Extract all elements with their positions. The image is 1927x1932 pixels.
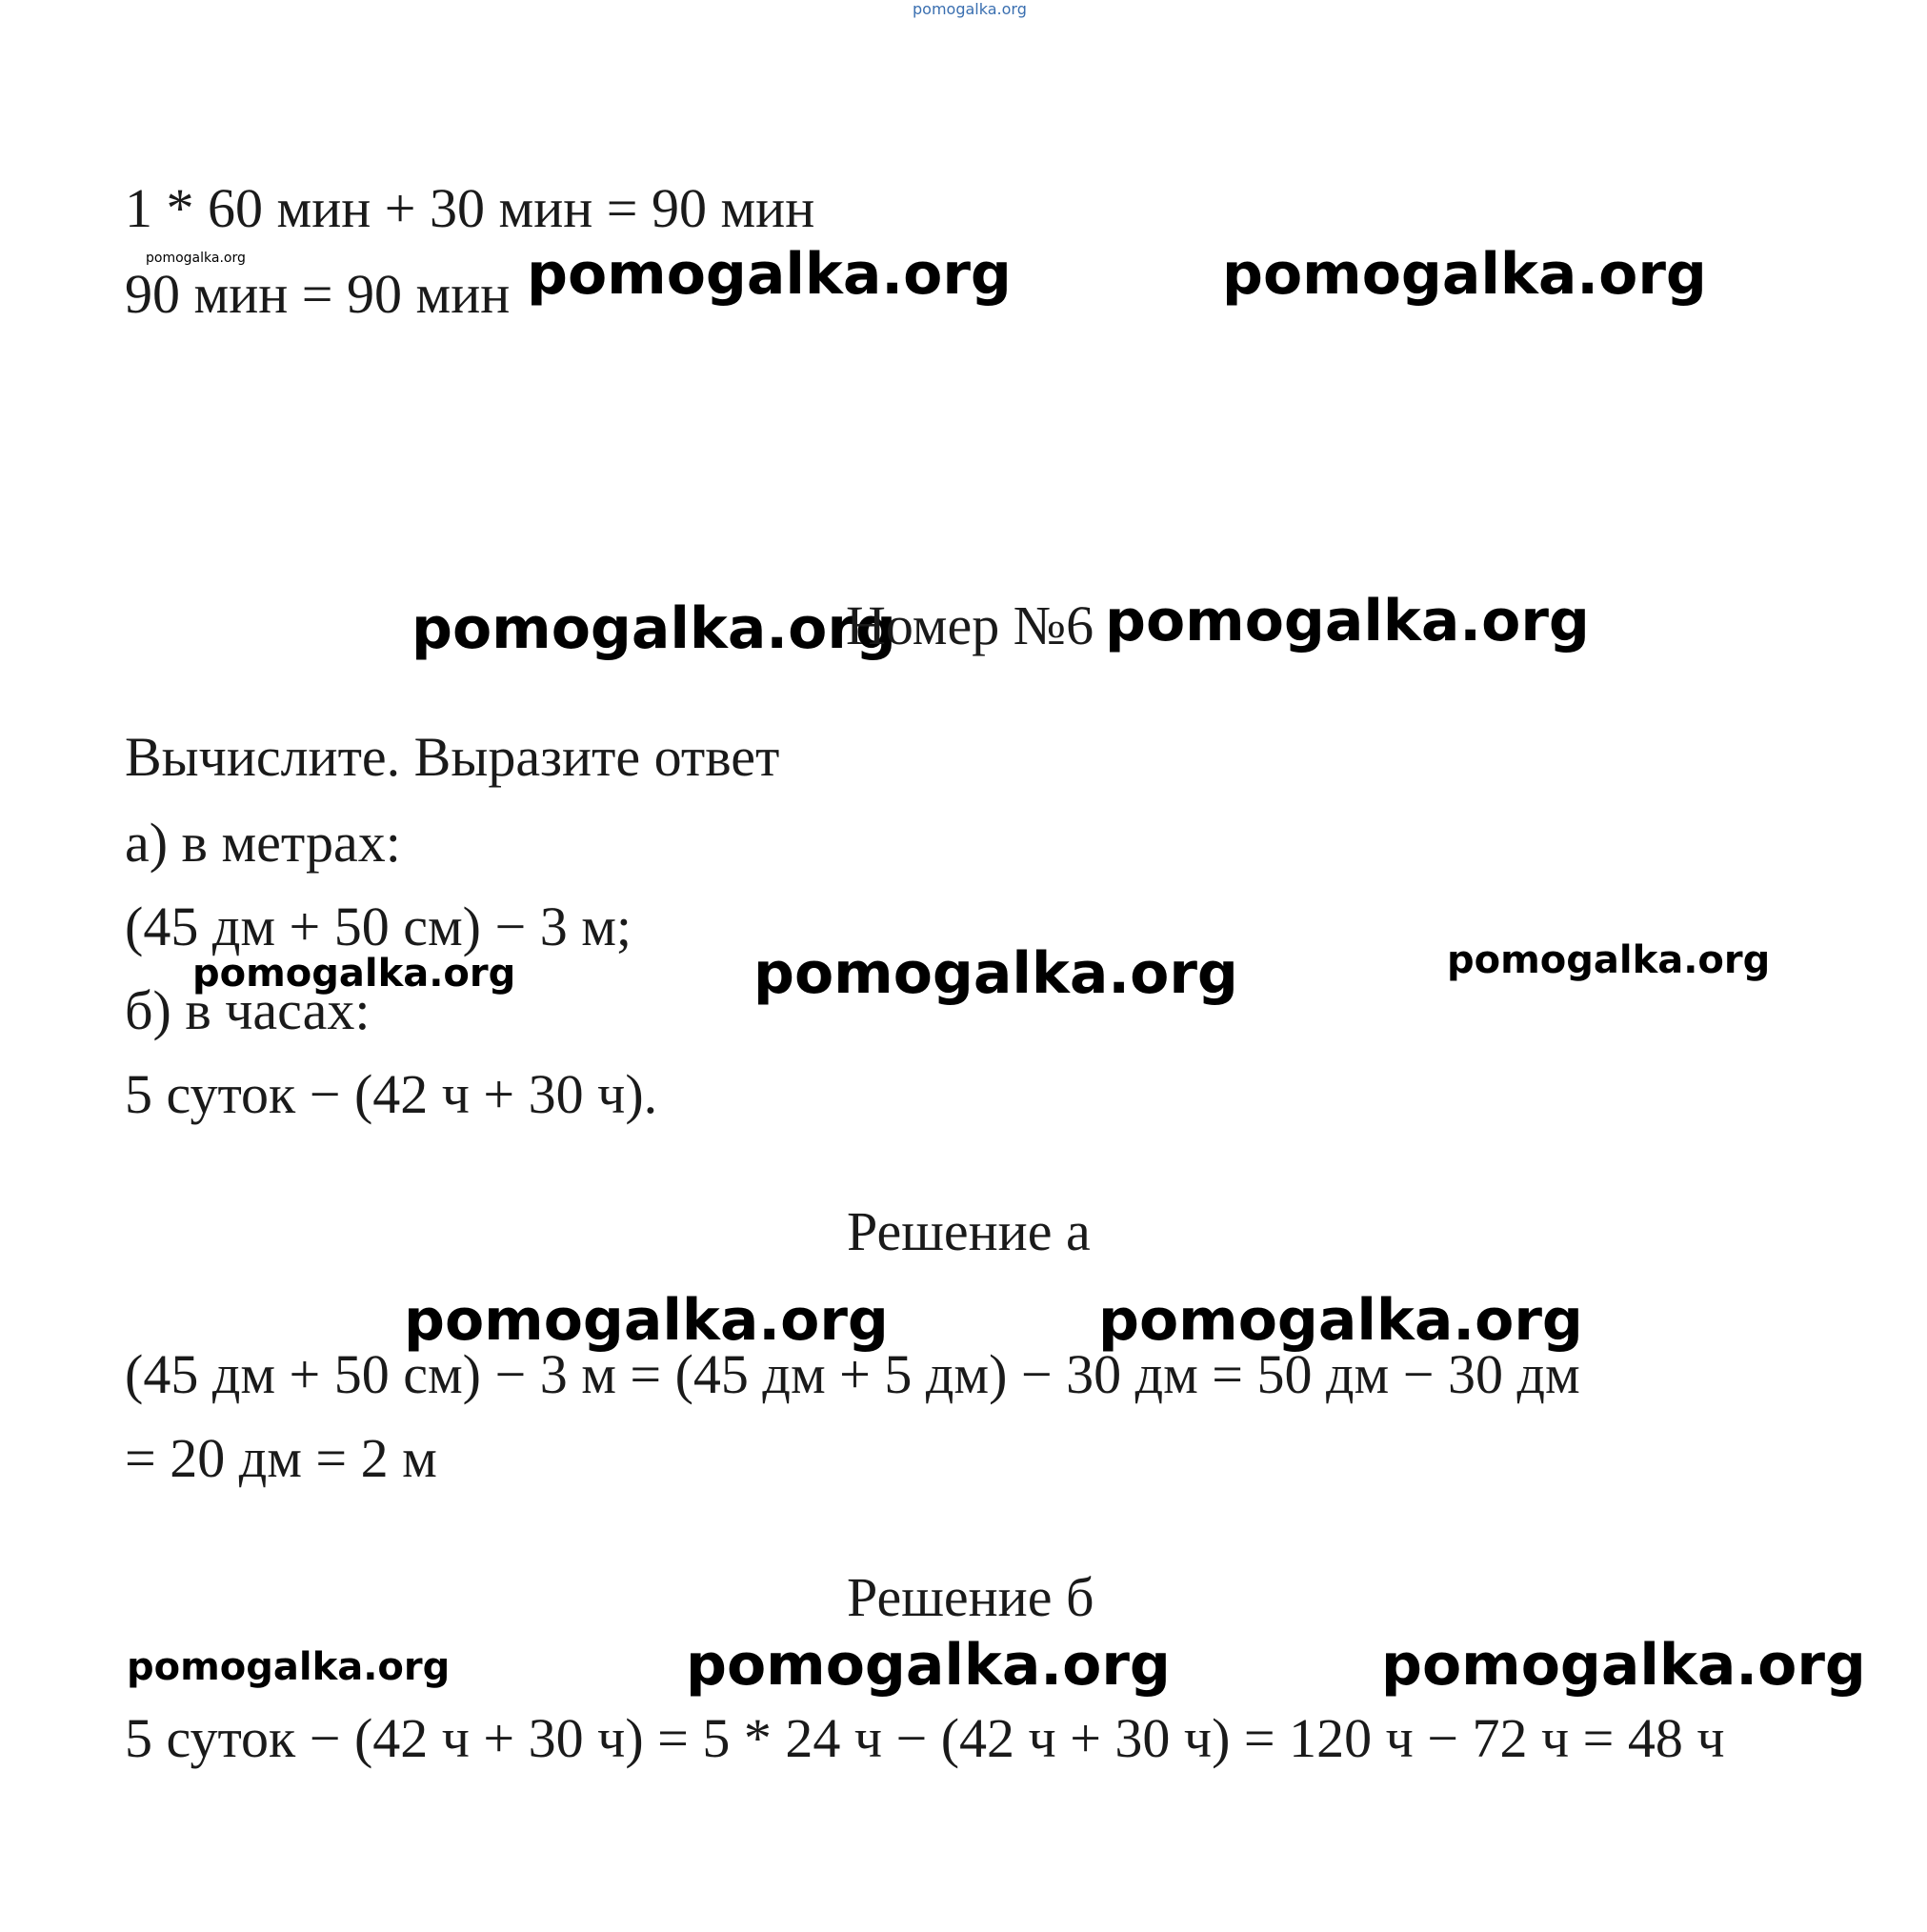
solution-a-line-2: = 20 дм = 2 м [125, 1427, 437, 1489]
watermark: pomogalka.org [1105, 588, 1590, 654]
watermark: pomogalka.org [146, 251, 246, 266]
solution-b-title: Решение б [847, 1566, 1094, 1628]
watermark: pomogalka.org [1447, 938, 1771, 982]
part-b-label: б) в часах: [125, 979, 371, 1041]
problem-intro: Вычислите. Выразите ответ [125, 726, 780, 788]
solution-b-line-1: 5 суток − (42 ч + 30 ч) = 5 * 24 ч − (42 ч + 30 ч) = 120 ч − 72 ч = 48 ч [125, 1707, 1725, 1769]
prev-solution-line-1: 1 * 60 мин + 30 мин = 90 мин [125, 177, 815, 239]
part-a-expression: (45 дм + 50 см) − 3 м; [125, 896, 632, 957]
watermark: pomogalka.org [686, 1632, 1171, 1699]
solution-a-title: Решение а [847, 1200, 1091, 1262]
watermark: pomogalka.org [192, 952, 516, 996]
solution-a-line-1: (45 дм + 50 см) − 3 м = (45 дм + 5 дм) − 30 дм = 50 дм − 30 дм [125, 1343, 1580, 1405]
watermark: pomogalka.org [753, 940, 1238, 1007]
watermark: pomogalka.org [127, 1645, 451, 1689]
problem-title: Номер №6 [846, 594, 1094, 656]
part-b-expression: 5 суток − (42 ч + 30 ч). [125, 1063, 658, 1125]
watermark: pomogalka.org [1222, 241, 1707, 308]
watermark: pomogalka.org [1381, 1632, 1866, 1699]
prev-solution-line-2: 90 мин = 90 мин [125, 263, 511, 325]
watermark: pomogalka.org [404, 1287, 889, 1354]
watermark: pomogalka.org [411, 595, 896, 662]
watermark: pomogalka.org [1098, 1287, 1583, 1354]
watermark: pomogalka.org [527, 241, 1012, 308]
part-a-label: а) в метрах: [125, 812, 401, 874]
header-watermark: pomogalka.org [913, 0, 1027, 18]
